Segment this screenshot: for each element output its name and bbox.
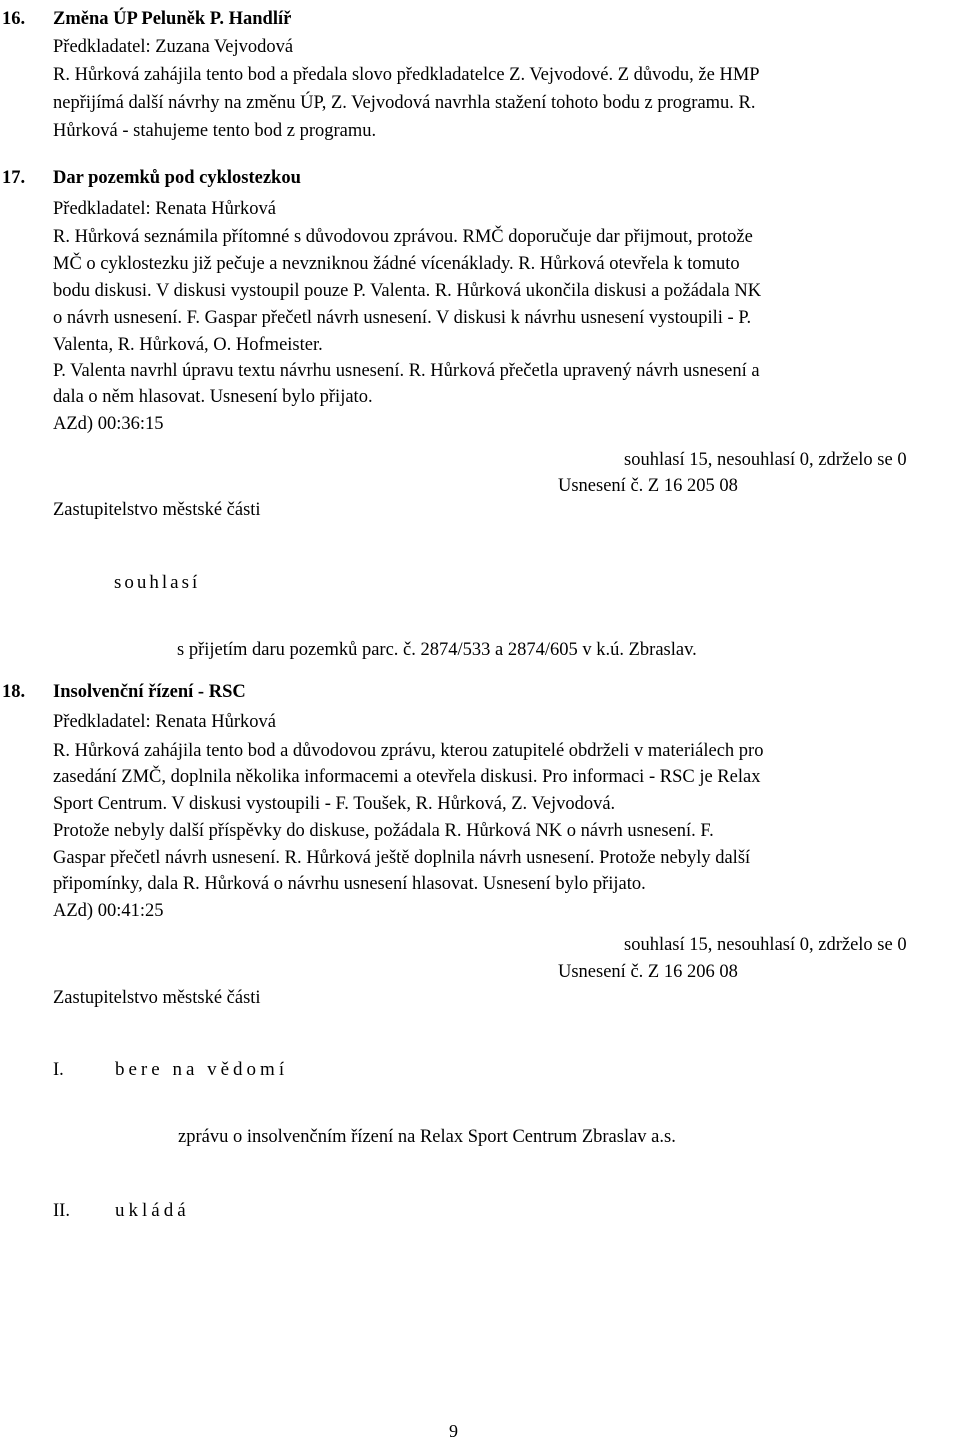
item-17-vote: souhlasí 15, nesouhlasí 0, zdrželo se 0 (624, 450, 907, 470)
item-16-title: Změna ÚP Peluněk P. Handlíř (53, 9, 292, 29)
item-17-number: 17. (2, 168, 26, 188)
item-18-body-line: zasedání ZMČ, doplnila několika informacemi a otevřela diskusi. Pro informaci - RSC je Relax (53, 767, 761, 787)
item-16-body-line: Hůrková - stahujeme tento bod z programu. (53, 121, 377, 141)
item-17-title: Dar pozemků pod cyklostezkou (53, 168, 301, 188)
item-18-timestamp: AZd) 00:41:25 (53, 901, 164, 921)
item-17-body-line: o návrh usnesení. F. Gaspar přečetl návrh usnesení. V diskusi k návrhu usnesení vystoupili - P. (53, 308, 752, 328)
item-18-body-line: Sport Centrum. V diskusi vystoupili - F. Toušek, R. Hůrková, Z. Vejvodová. (53, 794, 616, 814)
item-18-number: 18. (2, 682, 26, 702)
item-17-resolution-text: s přijetím daru pozemků parc. č. 2874/533 a 2874/605 v k.ú. Zbraslav. (177, 640, 697, 660)
page-number: 9 (449, 1421, 458, 1441)
item-18-presenter: Předkladatel: Renata Hůrková (53, 712, 276, 732)
item-17-body-line: dala o něm hlasovat. Usnesení bylo přijato. (53, 387, 373, 407)
item-17-body-line: Valenta, R. Hůrková, O. Hofmeister. (53, 335, 323, 355)
item-18-council-name: Zastupitelstvo městské části (53, 988, 261, 1008)
item-16-number: 16. (2, 9, 26, 29)
item-18-point-1-text: zprávu o insolvenčním řízení na Relax Sport Centrum Zbraslav a.s. (178, 1127, 676, 1147)
item-17-resolution-number: Usnesení č. Z 16 205 08 (558, 476, 738, 496)
item-17-body-line: MČ o cyklostezku již pečuje a nevzniknou žádné vícenáklady. R. Hůrková otevřela k tomuto (53, 254, 740, 274)
item-17-council-name: Zastupitelstvo městské části (53, 500, 261, 520)
item-18-point-2-verb: ukládá (115, 1200, 190, 1221)
item-17-timestamp: AZd) 00:36:15 (53, 414, 164, 434)
item-17-body-line: P. Valenta navrhl úpravu textu návrhu usnesení. R. Hůrková přečetla upravený návrh usnesení a (53, 361, 760, 381)
item-18-body-line: Gaspar přečetl návrh usnesení. R. Hůrková ještě doplnila návrh usnesení. Protože nebyly další (53, 848, 751, 868)
item-18-point-1-verb: bere na vědomí (115, 1059, 289, 1080)
item-17-body-line: bodu diskusi. V diskusi vystoupil pouze P. Valenta. R. Hůrková ukončila diskusi a požádala NK (53, 281, 762, 301)
item-18-point-2-number: II. (53, 1201, 70, 1221)
item-18-resolution-number: Usnesení č. Z 16 206 08 (558, 962, 738, 982)
item-18-title: Insolvenční řízení - RSC (53, 682, 246, 702)
item-17-resolution-verb: souhlasí (114, 572, 201, 593)
item-16-body-line: nepřijímá další návrhy na změnu ÚP, Z. Vejvodová navrhla stažení tohoto bodu z programu. R. (53, 93, 756, 113)
item-17-presenter: Předkladatel: Renata Hůrková (53, 199, 276, 219)
item-18-vote: souhlasí 15, nesouhlasí 0, zdrželo se 0 (624, 935, 907, 955)
item-18-body-line: připomínky, dala R. Hůrková o návrhu usnesení hlasovat. Usnesení bylo přijato. (53, 874, 646, 894)
item-18-body-line: R. Hůrková zahájila tento bod a důvodovou zprávu, kterou zatupitelé obdrželi v materiálech pro (53, 741, 764, 761)
item-18-point-1-number: I. (53, 1060, 64, 1080)
item-17-body-line: R. Hůrková seznámila přítomné s důvodovou zprávou. RMČ doporučuje dar přijmout, protože (53, 227, 753, 247)
item-16-body-line: R. Hůrková zahájila tento bod a předala slovo předkladatelce Z. Vejvodové. Z důvodu, že HMP (53, 65, 760, 85)
item-18-body-line: Protože nebyly další příspěvky do diskuse, požádala R. Hůrková NK o návrh usnesení. F. (53, 821, 714, 841)
item-16-presenter: Předkladatel: Zuzana Vejvodová (53, 37, 294, 57)
